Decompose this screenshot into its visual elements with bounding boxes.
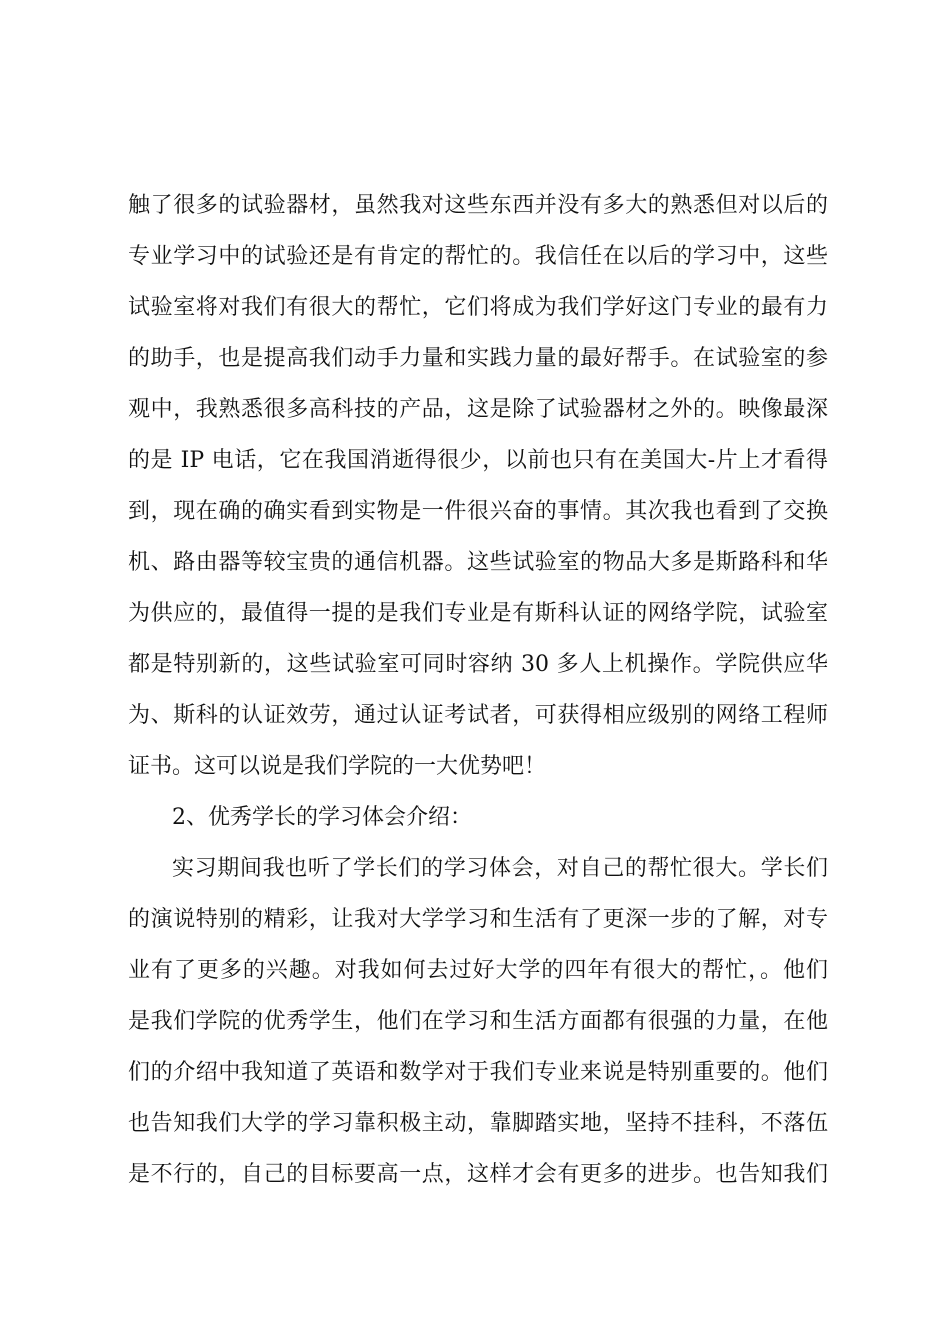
section-heading: 2、优秀学长的学习体会介绍： xyxy=(172,805,472,830)
paragraph-line: 实习期间我也听了学长们的学习体会，对自己的帮忙很大。学长们 xyxy=(172,856,828,881)
paragraph-line: 观中，我熟悉很多高科技的产品，这是除了试验器材之外的。映像最深 xyxy=(128,397,828,422)
paragraph-line: 业有了更多的兴趣。对我如何去过好大学的四年有很大的帮忙，。他们 xyxy=(128,958,828,983)
paragraph-line: 的是 IP 电话，它在我国消逝得很少，以前也只有在美国大-片上才看得 xyxy=(128,448,828,473)
paragraph-line: 机、路由器等较宝贵的通信机器。这些试验室的物品大多是斯路科和华 xyxy=(128,550,828,575)
paragraph-line: 是我们学院的优秀学生，他们在学习和生活方面都有很强的力量，在他 xyxy=(128,1009,828,1034)
paragraph-line: 为供应的，最值得一提的是我们专业是有斯科认证的网络学院，试验室 xyxy=(128,601,828,626)
paragraph-line: 专业学习中的试验还是有肯定的帮忙的。我信任在以后的学习中，这些 xyxy=(128,244,828,269)
paragraph-line: 是不行的，自己的目标要高一点，这样才会有更多的进步。也告知我们 xyxy=(128,1162,828,1187)
paragraph-line: 触了很多的试验器材，虽然我对这些东西并没有多大的熟悉但对以后的 xyxy=(128,193,828,218)
paragraph-line: 到，现在确的确实看到实物是一件很兴奋的事情。其次我也看到了交换 xyxy=(128,499,828,524)
paragraph-line: 的演说特别的精彩，让我对大学学习和生活有了更深一步的了解，对专 xyxy=(128,907,828,932)
paragraph-line: 都是特别新的，这些试验室可同时容纳 30 多人上机操作。学院供应华 xyxy=(128,652,828,677)
paragraph-line: 的助手，也是提高我们动手力量和实践力量的最好帮手。在试验室的参 xyxy=(128,346,828,371)
paragraph-line: 也告知我们大学的学习靠积极主动，靠脚踏实地，坚持不挂科，不落伍 xyxy=(128,1111,828,1136)
paragraph-line: 试验室将对我们有很大的帮忙，它们将成为我们学好这门专业的最有力 xyxy=(128,295,828,320)
paragraph-line: 们的介绍中我知道了英语和数学对于我们专业来说是特别重要的。他们 xyxy=(128,1060,828,1085)
paragraph-line: 为、斯科的认证效劳，通过认证考试者，可获得相应级别的网络工程师 xyxy=(128,703,828,728)
paragraph-line: 证书。这可以说是我们学院的一大优势吧！ xyxy=(128,754,547,779)
